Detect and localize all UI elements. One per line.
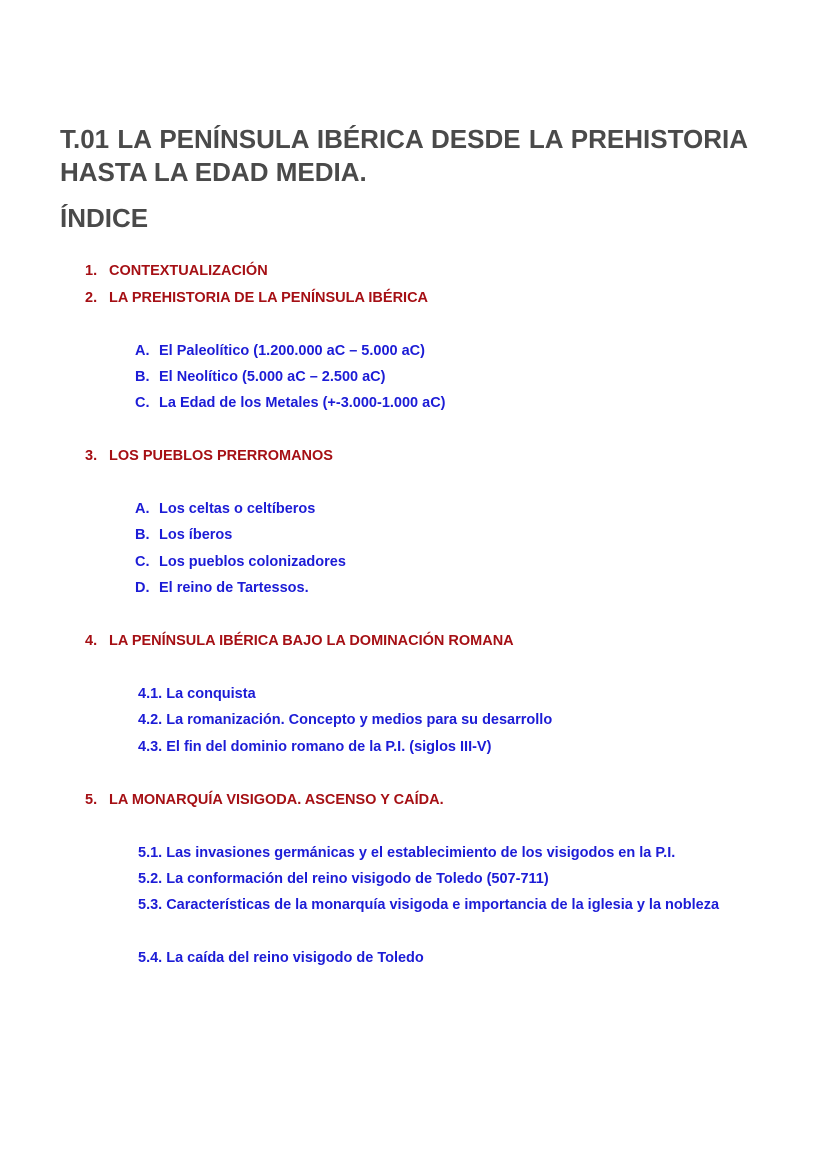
section-1 [85, 261, 268, 281]
item-label: El Neolítico (5.000 aC – 2.500 aC) [159, 369, 386, 385]
section-label: CONTEXTUALIZACIÓN [109, 263, 268, 279]
section-number: 5. [85, 792, 98, 808]
section-5 [85, 790, 444, 810]
list-item: 5.3. Características de la monarquía visigoda e importancia de la iglesia y la nobleza [138, 897, 720, 913]
list-item: 5.1. Las invasiones germánicas y el establecimiento de los visigodos en la P.I. [138, 845, 676, 861]
section-number: 4. [85, 633, 98, 649]
item-marker: A. [135, 501, 150, 517]
item-marker: A. [135, 343, 150, 359]
section-label: LOS PUEBLOS PRERROMANOS [109, 448, 333, 464]
list-item [135, 552, 346, 572]
list-item [135, 578, 309, 598]
item-marker: B. [135, 527, 150, 543]
list-item [135, 499, 315, 519]
item-label: Los íberos [159, 527, 233, 543]
list-item: 4.1. La conquista [138, 686, 256, 702]
list-item: 5.2. La conformación del reino visigodo de Toledo (507-711) [138, 871, 549, 887]
list-item [135, 367, 385, 387]
section-2 [85, 288, 428, 308]
section-number: 1. [85, 263, 98, 279]
list-item: 4.3. El fin del dominio romano de la P.I. (siglos III-V) [138, 739, 492, 755]
item-label: El Paleolítico (1.200.000 aC – 5.000 aC) [159, 343, 425, 359]
section-label: LA PREHISTORIA DE LA PENÍNSULA IBÉRICA [109, 290, 429, 306]
document-title: T.01 LA PENÍNSULA IBÉRICA DESDE LA PREHISTORIA HASTA LA EDAD MEDIA. [60, 124, 748, 187]
item-label: Los pueblos colonizadores [159, 554, 346, 570]
list-item [135, 341, 425, 361]
list-item [135, 393, 446, 413]
item-marker: C. [135, 554, 150, 570]
list-item: 5.4. La caída del reino visigodo de Toledo [138, 950, 424, 966]
item-marker: B. [135, 369, 150, 385]
item-marker: D. [135, 580, 150, 596]
section-label: LA MONARQUÍA VISIGODA. ASCENSO Y CAÍDA. [109, 792, 444, 808]
list-item [135, 525, 232, 545]
section-4 [85, 631, 514, 651]
item-label: El reino de Tartessos. [159, 580, 309, 596]
section-number: 3. [85, 448, 98, 464]
item-marker: C. [135, 395, 150, 411]
item-label: La Edad de los Metales (+-3.000-1.000 aC) [159, 395, 446, 411]
section-number: 2. [85, 290, 98, 306]
index-heading: ÍNDICE [60, 203, 149, 233]
section-label: LA PENÍNSULA IBÉRICA BAJO LA DOMINACIÓN ROMANA [109, 633, 514, 649]
list-item: 4.2. La romanización. Concepto y medios para su desarrollo [138, 712, 553, 728]
section-3 [85, 446, 333, 466]
item-label: Los celtas o celtíberos [159, 501, 316, 517]
